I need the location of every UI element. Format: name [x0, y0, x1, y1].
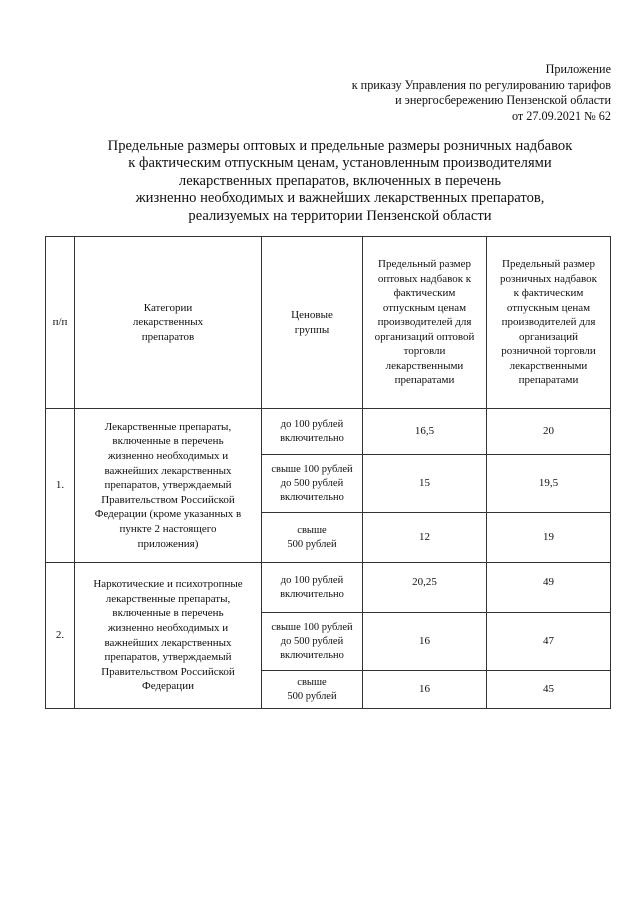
title-line: лекарственных препаратов, включенных в перечень [178, 172, 502, 189]
cell-text-line: включительно [280, 588, 344, 600]
cell-text-line: группы [294, 323, 330, 336]
retail-value: 47 [487, 613, 611, 671]
row-num: 2. [46, 563, 75, 709]
cell-text-line: до 500 рублей [280, 635, 344, 647]
wholesale-value: 12 [363, 513, 487, 563]
price-group-cell [262, 409, 363, 455]
cell-text-line: 500 рублей [287, 690, 337, 702]
cell-text-line: Федерации (кроме указанных в [94, 508, 242, 521]
wholesale-value: 16 [363, 671, 487, 709]
appendix-block [352, 62, 611, 124]
row-category [75, 409, 262, 563]
price-group-cell [262, 613, 363, 671]
header-price-group [262, 237, 363, 409]
title-line: к фактическим отпускным ценам, установленным производителями [128, 155, 552, 172]
price-group-cell [262, 563, 363, 613]
row-category [75, 563, 262, 709]
cell-text-line: 500 рублей [287, 538, 337, 550]
cell-text-line: включительно [280, 491, 344, 503]
cell-text-line: лекарственные препараты, [105, 592, 231, 605]
cell-text-line: фактическим [393, 287, 456, 300]
cell-text-line: розничной торговли [501, 345, 596, 358]
cell-text-line: жизненно необходимых и [107, 450, 229, 463]
cell-text-line: Предельный размер [502, 258, 595, 271]
wholesale-value: 20,25 [363, 563, 487, 613]
retail-value: 19,5 [487, 455, 611, 513]
cell-text-line: пункте 2 настоящего [119, 522, 217, 535]
cell-text-line: включенные в перечень [112, 607, 224, 620]
cell-text-line: производителей для [377, 316, 472, 329]
cell-text-line: препаратов, утверждаемый [104, 479, 232, 492]
cell-text-line: Категории [143, 301, 193, 314]
appendix-line: к приказу Управления по регулированию тарифов [351, 77, 611, 92]
retail-value: 19 [487, 513, 611, 563]
wholesale-value: 16,5 [363, 409, 487, 455]
cell-text-line: до 100 рублей [280, 418, 344, 430]
appendix-line: и энергосбережению Пензенской области [395, 93, 611, 108]
price-group-cell [262, 671, 363, 709]
cell-text-line: торговли [403, 345, 446, 358]
cell-text-line: важнейших лекарственных [104, 464, 232, 477]
cell-text-line: свыше [297, 524, 327, 536]
cell-text-line: к фактическим [513, 287, 584, 300]
cell-text-line: розничных надбавок [500, 272, 597, 285]
retail-value: 49 [487, 563, 611, 613]
cell-text-line: лекарственными [385, 359, 464, 372]
cell-text-line: отпускным ценам [382, 301, 467, 314]
cell-text-line: до 100 рублей [280, 574, 344, 586]
cell-text-line: отпускным ценам [506, 301, 591, 314]
header-category [75, 237, 262, 409]
cell-text-line: важнейших лекарственных [104, 636, 232, 649]
cell-text-line: Ценовые [291, 309, 333, 321]
cell-text-line: включительно [280, 649, 344, 661]
appendix-line: Приложение [545, 62, 611, 76]
appendix-line: от 27.09.2021 № 62 [511, 108, 611, 123]
cell-text-line: Федерации [142, 680, 194, 693]
row-num: 1. [46, 409, 75, 563]
retail-value: 45 [487, 671, 611, 709]
cell-text-line: лекарственных [132, 316, 204, 329]
cell-text-line: Правительством Российской [101, 665, 235, 678]
table-header-row [46, 237, 611, 409]
cell-text-line: препаратов [141, 330, 195, 343]
cell-text-line: свыше [297, 676, 327, 688]
wholesale-value: 15 [363, 455, 487, 513]
title-line: Предельные размеры оптовых и предельные размеры розничных надбавок [107, 138, 573, 154]
cell-text-line: Лекарственные препараты, [104, 420, 232, 433]
cell-text-line: свыше 100 рублей [271, 621, 353, 633]
cell-text-line: препаратами [518, 374, 579, 387]
cell-text-line: производителей для [501, 316, 596, 329]
cell-text-line: организаций оптовой [374, 330, 475, 343]
cell-text-line: Наркотические и психотропные [93, 578, 243, 591]
price-group-cell [262, 513, 363, 563]
cell-text-line: препаратов, утверждаемый [104, 651, 232, 664]
cell-text-line: Правительством Российской [101, 493, 235, 506]
title-line: реализуемых на территории Пензенской области [188, 207, 492, 224]
cell-text-line: включительно [280, 432, 344, 444]
wholesale-value: 16 [363, 613, 487, 671]
table-row [46, 563, 611, 613]
cell-text-line: организаций [518, 330, 579, 343]
cell-text-line: до 500 рублей [280, 477, 344, 489]
cell-text-line: свыше 100 рублей [271, 463, 353, 475]
cell-text-line: Предельный размер [378, 258, 471, 271]
title-line: жизненно необходимых и важнейших лекарственных препаратов, [135, 190, 545, 207]
cell-text-line: препаратами [394, 374, 455, 387]
cell-text-line: приложения) [137, 537, 199, 550]
markup-table [45, 236, 611, 709]
cell-text-line: оптовых надбавок к [377, 272, 472, 285]
price-group-cell [262, 455, 363, 513]
cell-text-line: лекарственными [509, 359, 588, 372]
header-retail [487, 237, 611, 409]
table-row [46, 409, 611, 455]
retail-value: 20 [487, 409, 611, 455]
cell-text-line: включенные в перечень [112, 435, 224, 448]
cell-text-line: жизненно необходимых и [107, 621, 229, 634]
header-wholesale [363, 237, 487, 409]
document-title [40, 138, 640, 225]
header-num: п/п [46, 237, 75, 409]
